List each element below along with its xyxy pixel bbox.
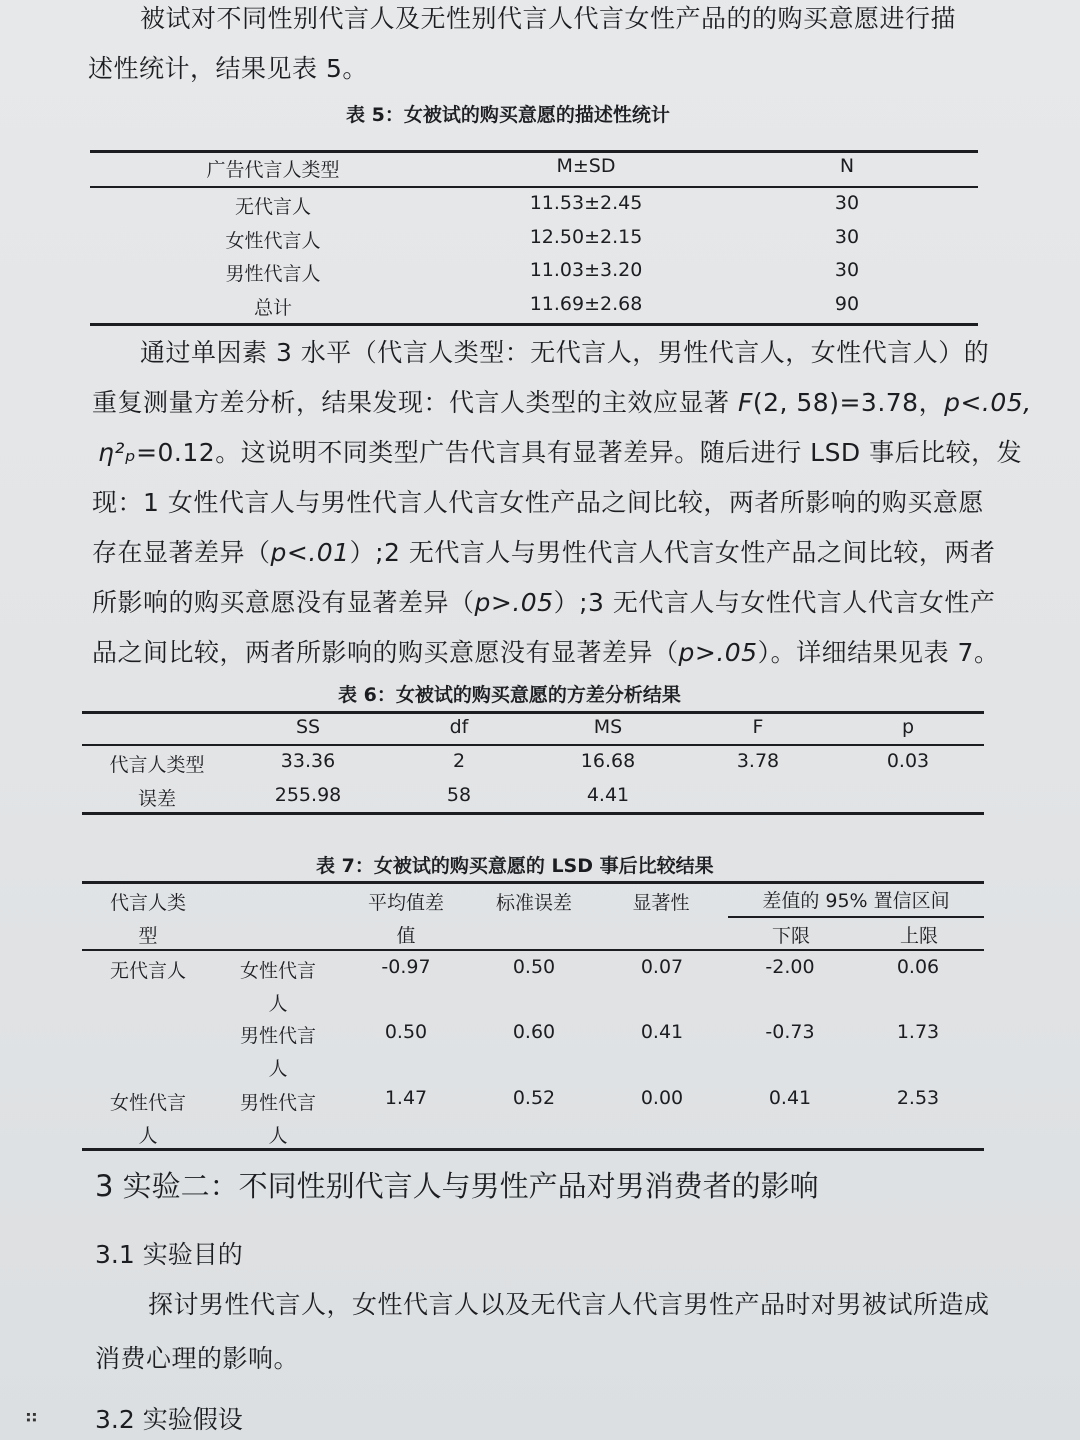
table7-cell: 0.52 (512, 1087, 556, 1109)
anova-line-5: 存在显著差异（p<.01）;2 无代言人与男性代言人代言女性产品之间比较，两者 (92, 538, 996, 567)
intro-line-1: 被试对不同性别代言人及无性别代言人代言女性产品的的购买意愿进行描 (140, 4, 957, 33)
table6-header-ss: SS (295, 716, 321, 738)
table6-cell: 255.98 (274, 784, 342, 806)
table5-bottom-rule (90, 323, 978, 326)
table6-header-p: p (901, 716, 915, 738)
table6-caption: 表 6：女被试的购买意愿的方差分析结果 (338, 684, 681, 706)
anova-line-7: 品之间比较，两者所影响的购买意愿没有显著差异（p>.05）。详细结果见表 7。 (92, 638, 1000, 667)
table5-cell: 90 (834, 293, 860, 315)
table5-cell: 11.69±2.68 (529, 293, 643, 315)
table7-cell: -0.97 (381, 956, 431, 978)
table7-cell: 人 (268, 993, 288, 1015)
intro-line-2: 述性统计，结果见表 5。 (88, 54, 368, 83)
table6-header-f: F (752, 716, 764, 738)
table7-cell: 无代言人 (109, 960, 187, 982)
table7-cell: 0.50 (384, 1021, 428, 1043)
table5-header-rule (90, 186, 978, 188)
table6-header-df: df (449, 716, 469, 738)
table7-header-lower: 下限 (771, 925, 811, 947)
table6-header-ms: MS (593, 716, 623, 738)
table6-cell: 误差 (137, 788, 177, 810)
table7-cell: -0.73 (765, 1021, 815, 1043)
table7-cell: 男性代言 (239, 1025, 317, 1047)
anova-line-6: 所影响的购买意愿没有显著差异（p>.05）;3 无代言人与女性代言人代言女性产 (92, 588, 996, 617)
table7-bottom-rule (82, 1148, 984, 1151)
table6-cell: 58 (446, 784, 472, 806)
table5-cell: 30 (834, 192, 860, 214)
table7-cell: 0.50 (512, 956, 556, 978)
section3-2-heading: 3.2 实验假设 (95, 1405, 243, 1434)
table7-cell: -2.00 (765, 956, 815, 978)
section3-1-line-1: 探讨男性代言人，女性代言人以及无代言人代言男性产品时对男被试所造成 (148, 1290, 990, 1319)
table7-header-type: 代言人类 (109, 892, 187, 914)
table5-header-msd: M±SD (556, 155, 616, 177)
table7-cell: 人 (268, 1058, 288, 1080)
table5-cell: 11.03±3.20 (529, 259, 643, 281)
table7-cell: 0.07 (640, 956, 684, 978)
table5-cell: 12.50±2.15 (529, 226, 643, 248)
section3-heading: 3 实验二：不同性别代言人与男性产品对男消费者的影响 (95, 1169, 819, 1203)
table6-cell: 代言人类型 (109, 754, 205, 776)
table7-cell: 0.60 (512, 1021, 556, 1043)
table7-header-sig: 显著性 (632, 892, 690, 914)
table5-cell: 11.53±2.45 (529, 192, 643, 214)
table5-header-n: N (839, 155, 855, 177)
table7-cell: 女性代言 (239, 960, 317, 982)
table7-cell: 人 (138, 1125, 158, 1147)
table7-header-rule (82, 949, 984, 951)
table7-cell: 0.41 (640, 1021, 684, 1043)
table7-header-type-cont: 型 (138, 925, 158, 947)
anova-line-2: 重复测量方差分析，结果发现：代言人类型的主效应显著 F(2, 58)=3.78，p<.05, (92, 388, 1032, 417)
table5-top-rule (90, 150, 978, 153)
table6-cell: 33.36 (280, 750, 336, 772)
table7-header-meandiff-cont: 值 (396, 925, 416, 947)
table7-header-se: 标准误差 (495, 892, 573, 914)
table6-cell: 16.68 (580, 750, 636, 772)
table7-header-meandiff: 平均值差 (367, 892, 445, 914)
table7-ci-rule (728, 916, 984, 918)
table5-cell: 女性代言人 (225, 230, 321, 252)
anova-line-4: 现：1 女性代言人与男性代言人代言女性产品之间比较，两者所影响的购买意愿 (92, 488, 984, 517)
table7-header-upper: 上限 (899, 925, 939, 947)
table7-caption: 表 7：女被试的购买意愿的 LSD 事后比较结果 (316, 855, 714, 877)
table7-cell: 男性代言 (239, 1092, 317, 1114)
section3-1-heading: 3.1 实验目的 (95, 1240, 243, 1269)
table5-caption: 表 5：女被试的购买意愿的描述性统计 (346, 104, 670, 126)
table6-cell: 2 (452, 750, 466, 772)
table5-cell: 男性代言人 (225, 263, 321, 285)
table5-cell: 30 (834, 259, 860, 281)
anova-line-3: η²ₚ=0.12。这说明不同类型广告代言具有显著差异。随后进行 LSD 事后比较，发 (98, 438, 1023, 467)
table7-cell: 1.47 (384, 1087, 428, 1109)
table5-cell: 无代言人 (234, 196, 312, 218)
table6-cell: 4.41 (586, 784, 630, 806)
table7-cell: 1.73 (896, 1021, 940, 1043)
table7-cell: 0.06 (896, 956, 940, 978)
table7-header-ci: 差值的 95% 置信区间 (762, 890, 950, 912)
table7-cell: 女性代言 (109, 1092, 187, 1114)
table7-cell: 0.41 (768, 1087, 812, 1109)
table6-top-rule (82, 711, 984, 714)
table5-cell: 30 (834, 226, 860, 248)
table5-cell: 总计 (253, 297, 293, 319)
table6-cell: 0.03 (886, 750, 930, 772)
table7-cell: 0.00 (640, 1087, 684, 1109)
table6-bottom-rule (82, 812, 984, 815)
anova-line-1: 通过单因素 3 水平（代言人类型：无代言人，男性代言人，女性代言人）的 (140, 338, 990, 367)
drag-handle-icon: ⠶ (24, 1404, 39, 1428)
table6-cell: 3.78 (736, 750, 780, 772)
table6-header-rule (82, 744, 984, 746)
section3-1-line-2: 消费心理的影响。 (95, 1344, 300, 1373)
table7-cell: 人 (268, 1125, 288, 1147)
table7-cell: 2.53 (896, 1087, 940, 1109)
table5-header-type: 广告代言人类型 (206, 159, 340, 181)
table7-top-rule (82, 881, 984, 884)
